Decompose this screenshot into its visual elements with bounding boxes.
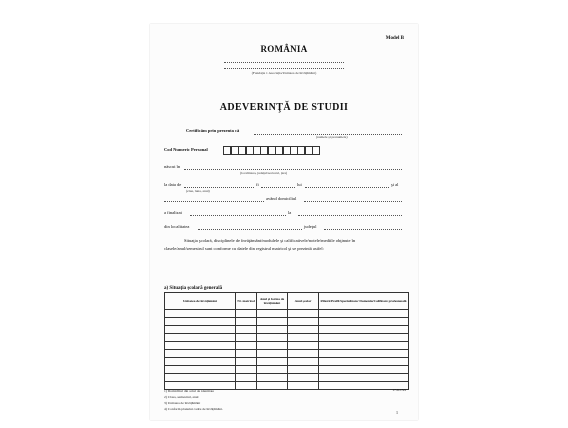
- table-row: [165, 342, 409, 350]
- model-label: Model B: [385, 36, 404, 41]
- birthplace-line: [184, 169, 402, 170]
- father-line: [305, 187, 389, 188]
- column-header: Anul şi forma de învăţământ: [257, 293, 288, 310]
- la-line: [298, 215, 402, 216]
- school-situation-table: [164, 292, 409, 390]
- section-a-title: a) Situaţia şcolară generală: [164, 286, 223, 291]
- lui-label: lui: [297, 182, 302, 187]
- footnote: 1) Domiciliul din actul de identitate: [164, 389, 215, 393]
- si-al-label: şi al: [391, 182, 399, 187]
- cnp-boxes: [224, 146, 320, 155]
- finalizat-line: [190, 215, 286, 216]
- institution-line-2: [224, 68, 344, 69]
- county-line: [324, 229, 402, 230]
- judetul-label: judeţul: [304, 224, 317, 229]
- footnotes: [164, 388, 223, 412]
- mother-line: [164, 201, 264, 202]
- document-page: [150, 24, 418, 420]
- cnp-label: Cod Numeric Personal: [164, 147, 208, 152]
- fiu-label: fi: [256, 182, 259, 187]
- column-header: Anul şcolar: [288, 293, 319, 310]
- finalizat-label: a finalizat: [164, 210, 182, 215]
- date-caption: (ziua, luna, anul): [186, 189, 210, 193]
- place-caption: (localitatea, judeţul/sectorul, ţara): [240, 171, 288, 175]
- table-row: [165, 326, 409, 334]
- data-de-label: la data de: [164, 182, 182, 187]
- document-title: ADEVERINŢĂ DE STUDII: [219, 102, 349, 113]
- country-heading: ROMÂNIA: [260, 44, 308, 54]
- certificam-label: Certificăm prin prezenta că: [186, 128, 240, 133]
- locality-line: [198, 229, 302, 230]
- nascut-label: născut în: [164, 164, 181, 169]
- table-row: [165, 318, 409, 326]
- table-row: [165, 334, 409, 342]
- name-caption: (numele şi prenumele): [316, 135, 348, 139]
- din-localitatea-label: din localitatea: [164, 224, 190, 229]
- table-row: [165, 366, 409, 374]
- table-row: [165, 374, 409, 382]
- paragraph-line-1: Situaţia şcolară, disciplinele de învăţământ/modulele şi calificativele/notele/mediile obţinute în: [184, 238, 356, 243]
- date-line: [184, 187, 254, 188]
- domiciliul-label: având domiciliul: [266, 196, 297, 201]
- paragraph-line-2: clasele/anul/semestrul sunt conforme cu datele din registrul matricol şi se prezintă astfel:: [164, 246, 324, 251]
- column-header: Filieră/Profil/Specializare/ Domeniu/Calificare profesională: [319, 293, 409, 310]
- footnote: 3) Unitatea de învăţământ: [164, 401, 201, 405]
- document-code: 17-6-15/a: [392, 388, 406, 392]
- la-label: la: [288, 210, 292, 215]
- column-header: Unitatea de învăţământ: [165, 293, 236, 310]
- page-number: 1: [396, 410, 398, 415]
- institution-caption: (Fundaţia 1 Asociaţia/Unitatea de învăţământ): [251, 71, 317, 75]
- table-row: [165, 310, 409, 318]
- column-header: Nr. matricol: [236, 293, 257, 310]
- table-row: [165, 358, 409, 366]
- domicile-line: [304, 201, 402, 202]
- footnote: 2) Clasa, semestrul, anul: [164, 395, 199, 399]
- institution-line-1: [224, 62, 344, 63]
- fiu-line: [261, 187, 295, 188]
- footnote: 4) Conform planului cadru de învăţământ.: [164, 407, 223, 411]
- table-row: [165, 350, 409, 358]
